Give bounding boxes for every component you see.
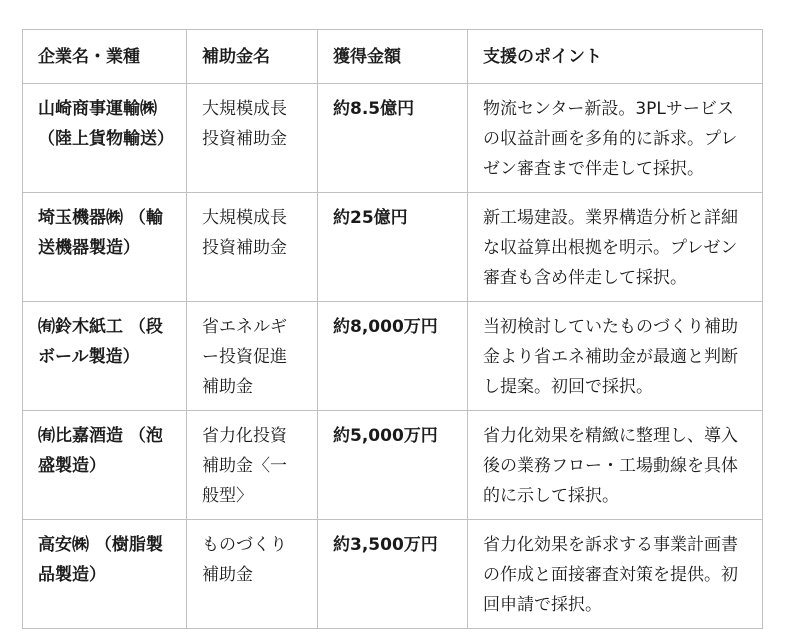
- company-cell: ㈲比嘉酒造 （泡盛製造）: [23, 411, 187, 520]
- subsidy-results-table: [22, 29, 763, 629]
- header-cell-company: 企業名・業種: [23, 30, 187, 84]
- table-row: [23, 411, 763, 520]
- company-cell: 山崎商事運輸㈱ （陸上貨物輸送）: [23, 84, 187, 193]
- points-cell: 省力化効果を精緻に整理し、導入後の業務フロー・工場動線を具体的に示して採択。: [468, 411, 763, 520]
- table-row: [23, 302, 763, 411]
- header-cell-points: 支援のポイント: [468, 30, 763, 84]
- header-row: [23, 30, 763, 84]
- points-cell: 新工場建設。業界構造分析と詳細な収益算出根拠を明示。プレゼン審査も含め伴走して採択。: [468, 193, 763, 302]
- points-cell: 省力化効果を訴求する事業計画書の作成と面接審査対策を提供。初回申請で採択。: [468, 520, 763, 629]
- amount-cell: 約3,500万円: [318, 520, 468, 629]
- amount-cell: 約8,000万円: [318, 302, 468, 411]
- subsidy-cell: ものづくり補助金: [187, 520, 318, 629]
- company-cell: 埼玉機器㈱ （輸送機器製造）: [23, 193, 187, 302]
- points-cell: 物流センター新設。3PLサービスの収益計画を多角的に訴求。プレゼン審査まで伴走して採択。: [468, 84, 763, 193]
- header-cell-amount: 獲得金額: [318, 30, 468, 84]
- amount-cell: 約25億円: [318, 193, 468, 302]
- subsidy-cell: 省エネルギー投資促進補助金: [187, 302, 318, 411]
- table-row: [23, 84, 763, 193]
- company-cell: ㈲鈴木紙工 （段ボール製造）: [23, 302, 187, 411]
- header-cell-subsidy: 補助金名: [187, 30, 318, 84]
- subsidy-cell: 大規模成長投資補助金: [187, 84, 318, 193]
- table-row: [23, 520, 763, 629]
- amount-cell: 約8.5億円: [318, 84, 468, 193]
- company-cell: 高安㈱ （樹脂製品製造）: [23, 520, 187, 629]
- subsidy-cell: 大規模成長投資補助金: [187, 193, 318, 302]
- amount-cell: 約5,000万円: [318, 411, 468, 520]
- points-cell: 当初検討していたものづくり補助金より省エネ補助金が最適と判断し提案。初回で採択。: [468, 302, 763, 411]
- subsidy-cell: 省力化投資補助金〈一般型〉: [187, 411, 318, 520]
- table-row: [23, 193, 763, 302]
